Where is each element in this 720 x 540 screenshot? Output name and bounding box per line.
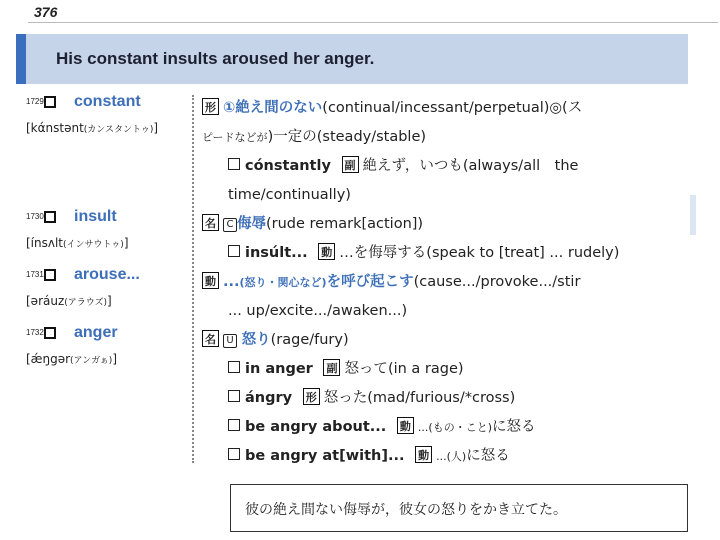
- translation-box: [230, 484, 688, 532]
- pos-badge: 形: [202, 98, 219, 115]
- translation-text: 彼の絶え間ない侮辱が，彼女の怒りをかき立てた。: [245, 502, 567, 518]
- meaning-jp: …を侮辱する: [339, 245, 427, 261]
- headword: insult: [74, 208, 117, 225]
- meaning-jp: 絶えず，いつも: [362, 158, 463, 174]
- headword: anger: [74, 324, 118, 341]
- definition-column: [202, 94, 697, 471]
- synonyms-en: (mad/furious/*cross): [367, 390, 516, 406]
- note-jp: ...(もの・こと): [417, 421, 492, 434]
- derivative-word: ángry: [245, 390, 293, 406]
- entry-number: 1732: [26, 328, 44, 337]
- pos-badge: 動: [202, 272, 219, 289]
- countable-icon: C: [223, 218, 237, 232]
- derivative-line: [202, 152, 697, 181]
- pos-badge: 名: [202, 214, 219, 231]
- meaning-jp: に怒る: [466, 448, 510, 464]
- synonyms-en: (rude remark[action]): [266, 216, 424, 232]
- meaning-jp: )一定の: [267, 129, 317, 145]
- derivative-word: in anger: [245, 361, 313, 377]
- entry-number: 1731: [26, 270, 44, 279]
- checkbox-icon[interactable]: [228, 419, 240, 431]
- pronunciation: [əráuz(アラウズ)]: [26, 294, 112, 308]
- page-number: 376: [34, 4, 58, 20]
- pronunciation: [ínsʌlt(インサウトゥ)]: [26, 236, 129, 250]
- checkbox-icon[interactable]: [44, 211, 56, 223]
- meaning-jp: を呼び起こす: [326, 274, 414, 290]
- uncountable-icon: U: [223, 334, 237, 348]
- derivative-word: be angry about...: [245, 419, 387, 435]
- meaning-jp: 侮辱: [237, 216, 266, 232]
- synonyms-en: (in a rage): [387, 361, 464, 377]
- checkbox-icon[interactable]: [44, 327, 56, 339]
- meaning-jp: ①絶え間のない: [223, 100, 323, 116]
- checkbox-icon[interactable]: [228, 245, 240, 257]
- checkbox-icon[interactable]: [228, 158, 240, 170]
- derivative-word: be angry at[with]...: [245, 448, 405, 464]
- meaning-jp: に怒る: [492, 419, 536, 435]
- synonyms-en: (steady/stable): [316, 129, 427, 145]
- derivative-line: [202, 384, 697, 413]
- checkbox-icon[interactable]: [228, 448, 240, 460]
- definition-line: [202, 94, 697, 123]
- definition-line: [202, 123, 697, 152]
- derivative-line: [202, 355, 697, 384]
- checkbox-icon[interactable]: [44, 269, 56, 281]
- synonyms-en: (rage/fury): [270, 332, 349, 348]
- definition-line: [202, 297, 697, 326]
- pronunciation: [kάnstənt(カンスタントゥ)]: [26, 121, 159, 135]
- note-jp: ...(人): [436, 450, 467, 463]
- entry-number: 1730: [26, 212, 44, 221]
- column-divider: [192, 95, 194, 463]
- derivative-line: [202, 442, 697, 471]
- derivative-line: [202, 239, 697, 268]
- pos-badge: 動: [415, 446, 432, 463]
- checkbox-icon[interactable]: [228, 361, 240, 373]
- checkbox-icon[interactable]: [44, 96, 56, 108]
- pos-badge: 動: [397, 417, 414, 434]
- pos-badge: 副: [323, 359, 340, 376]
- pos-badge: 形: [303, 388, 320, 405]
- pos-badge: 動: [318, 243, 335, 260]
- definition-line: [202, 181, 697, 210]
- pos-badge: 副: [342, 156, 359, 173]
- synonyms-en: (continual/incessant/perpetual): [322, 100, 550, 116]
- headword: arouse...: [74, 266, 140, 283]
- definition-line: [202, 268, 697, 297]
- derivative-line: [202, 413, 697, 442]
- synonyms-en: (cause.../provoke.../stir: [413, 274, 581, 290]
- synonyms-en: (speak to [treat] ... rudely): [426, 245, 620, 261]
- meaning-jp: 怒って: [344, 361, 388, 377]
- mark-icon: ◎: [549, 100, 563, 116]
- note-jp: (怒り・関心など): [239, 276, 327, 289]
- derivative-word: cónstantly: [245, 158, 331, 174]
- note-jp: ピードなどが: [202, 131, 268, 144]
- checkbox-icon[interactable]: [228, 390, 240, 402]
- meaning-jp: 怒った: [323, 390, 368, 406]
- top-rule: [28, 22, 718, 23]
- pronunciation: [ǽŋgər(アンガぁ)]: [26, 352, 118, 366]
- accent-bar: [16, 34, 26, 84]
- meaning-jp-pre: ...: [223, 274, 240, 290]
- synonyms-en: time/continually): [228, 187, 351, 203]
- meaning-jp: 怒り: [241, 332, 271, 348]
- note-open: (ス: [562, 100, 583, 116]
- definition-line: [202, 210, 697, 239]
- headword: constant: [74, 93, 141, 110]
- pos-badge: 名: [202, 330, 219, 347]
- example-sentence-band: [16, 34, 688, 84]
- definition-line: [202, 326, 697, 355]
- synonyms-en: (always/all the: [462, 158, 579, 174]
- example-sentence: His constant insults aroused her anger.: [56, 49, 375, 68]
- entry-number: 1729: [26, 97, 44, 106]
- derivative-word: insúlt...: [245, 245, 308, 261]
- synonyms-en: ... up/excite.../awaken...): [228, 303, 408, 319]
